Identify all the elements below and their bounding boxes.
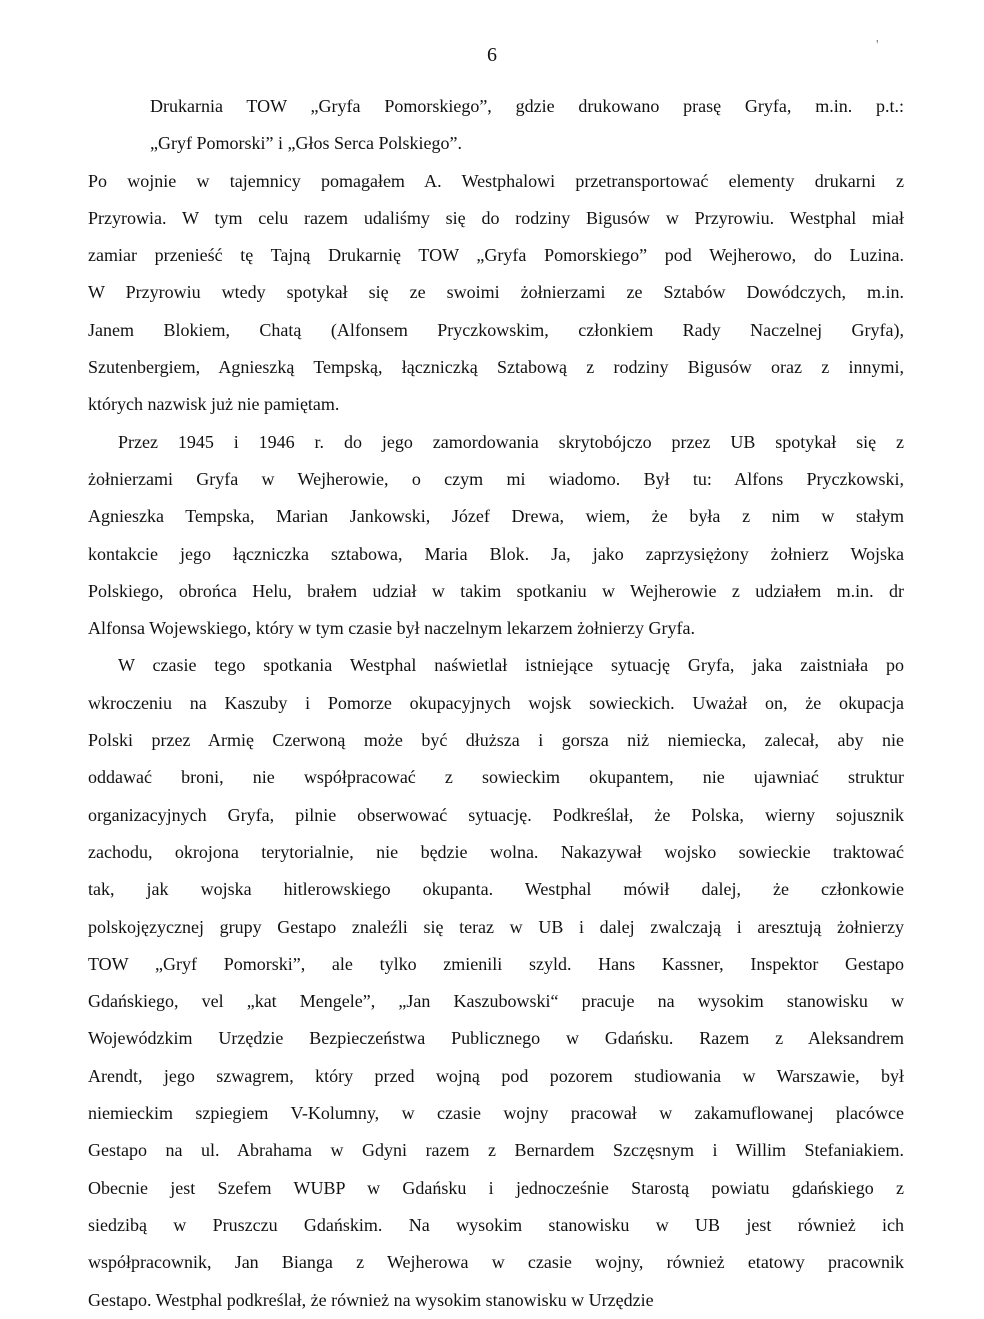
text-line: zachodu, okrojona terytorialnie, nie będzie wolna. Nakazywał wojsko sowieckie traktować bbox=[88, 841, 904, 862]
text-line: Drukarnia TOW „Gryfa Pomorskiego”, gdzie drukowano prasę Gryfa, m.in. p.t.: bbox=[150, 96, 904, 116]
text-line: organizacyjnych Gryfa, pilnie obserwować sytuację. Podkreślał, że Polska, wierny sojusznik bbox=[88, 804, 904, 825]
text-line: Gdańskiego, vel „kat Mengele”, „Jan Kaszubowski“ pracuje na wysokim stanowisku w bbox=[88, 991, 904, 1012]
text-line: których nazwisk już nie pamiętam. bbox=[88, 394, 340, 415]
text-line: Alfonsa Wojewskiego, który w tym czasie był naczelnym lekarzem żołnierzy Gryfa. bbox=[88, 618, 696, 639]
text-line: polskojęzycznej grupy Gestapo znaleźli się teraz w UB i dalej zwalczają i aresztują żołnierzy bbox=[88, 916, 904, 937]
text-line: Agnieszka Tempska, Marian Jankowski, Józef Drewa, wiem, że była z nim w stałym bbox=[88, 506, 904, 527]
text-line: Szutenbergiem, Agnieszką Tempską, łączniczką Sztabową z rodziny Bigusów oraz z innymi, bbox=[88, 357, 904, 378]
text-line: Przyrowia. W tym celu razem udaliśmy się do rodziny Bigusów w Przyrowiu. Westphal miał bbox=[88, 207, 904, 228]
body-text bbox=[88, 88, 904, 1310]
text-line: Janem Blokiem, Chatą (Alfonsem Pryczkowskim, członkiem Rady Naczelnej Gryfa), bbox=[88, 319, 904, 340]
text-line: TOW „Gryf Pomorski”, ale tylko zmienili szyld. Hans Kassner, Inspektor Gestapo bbox=[88, 953, 904, 974]
text-line: W Przyrowiu wtedy spotykał się ze swoimi żołnierzami ze Sztabów Dowódczych, m.in. bbox=[88, 282, 904, 303]
text-line: żołnierzami Gryfa w Wejherowie, o czym mi wiadomo. Był tu: Alfons Pryczkowski, bbox=[88, 468, 904, 489]
scan-mark: ' bbox=[876, 38, 879, 53]
text-line: Polskiego, obrońca Helu, brałem udział w takim spotkaniu w Wejherowie z udziałem m.in. dr bbox=[88, 580, 904, 601]
text-line: tak, jak wojska hitlerowskiego okupanta. Westphal mówił dalej, że członkowie bbox=[88, 879, 904, 900]
text-line: Przez 1945 i 1946 r. do jego zamordowania skrytobójczo przez UB spotykał się z bbox=[118, 431, 904, 452]
text-line: Gestapo na ul. Abrahama w Gdyni razem z Bernardem Szczęsnym i Willim Stefaniakiem. bbox=[88, 1140, 904, 1161]
text-line: kontakcie jego łączniczka sztabowa, Maria Blok. Ja, jako zaprzysiężony żołnierz Wojska bbox=[88, 543, 904, 564]
text-line: niemieckim szpiegiem V-Kolumny, w czasie wojny pracował w zakamuflowanej placówce bbox=[88, 1103, 904, 1124]
text-line: oddawać broni, nie współpracować z sowieckim okupantem, nie ujawniać struktur bbox=[88, 767, 904, 788]
text-line: Po wojnie w tajemnicy pomagałem A. Westphalowi przetransportować elementy drukarni z bbox=[88, 170, 904, 191]
text-line: Gestapo. Westphal podkreślał, że również na wysokim stanowisku w Urzędzie bbox=[88, 1289, 654, 1310]
text-line: Arendt, jego szwagrem, który przed wojną pod pozorem studiowania w Warszawie, był bbox=[88, 1065, 904, 1086]
text-line: Polski przez Armię Czerwoną może być dłuższa i gorsza niż niemiecka, zalecał, aby nie bbox=[88, 730, 904, 751]
text-line: Wojewódzkim Urzędzie Bezpieczeństwa Publicznego w Gdańsku. Razem z Aleksandrem bbox=[88, 1028, 904, 1049]
text-line: zamiar przenieść tę Tajną Drukarnię TOW „Gryfa Pomorskiego” pod Wejherowo, do Luzina. bbox=[88, 245, 904, 266]
text-line: „Gryf Pomorski” i „Głos Serca Polskiego”. bbox=[150, 133, 462, 154]
text-line: W czasie tego spotkania Westphal naświetlał istniejące sytuację Gryfa, jaka zaistniała po bbox=[118, 655, 904, 676]
text-line: wkroczeniu na Kaszuby i Pomorze okupacyjnych wojsk sowieckich. Uważał on, że okupacja bbox=[88, 692, 904, 713]
page-number: 6 bbox=[487, 44, 497, 66]
text-line: Obecnie jest Szefem WUBP w Gdańsku i jednocześnie Starostą powiatu gdańskiego z bbox=[88, 1177, 904, 1198]
text-line: współpracownik, Jan Bianga z Wejherowa w czasie wojny, również etatowy pracownik bbox=[88, 1252, 904, 1273]
text-line: siedzibą w Pruszczu Gdańskim. Na wysokim stanowisku w UB jest również ich bbox=[88, 1214, 904, 1235]
